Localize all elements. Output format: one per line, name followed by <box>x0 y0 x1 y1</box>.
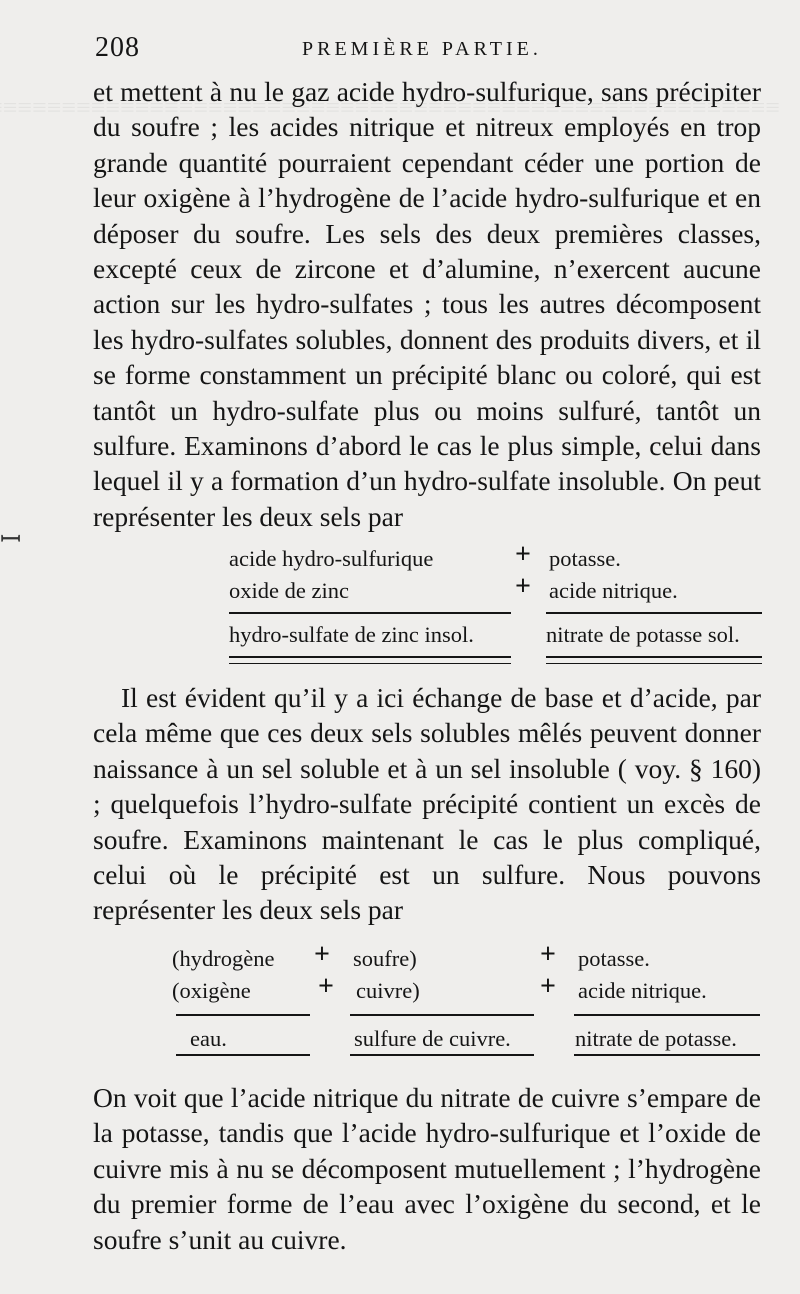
plus-sign: + <box>314 939 330 970</box>
formula2-row1-c: potasse. <box>578 946 650 971</box>
formula2-row2-c: acide nitrique. <box>578 978 707 1003</box>
running-head: PREMIÈRE PARTIE. <box>302 38 542 60</box>
formula2-rule-c-top <box>574 1014 760 1016</box>
formula2-rule-a-top <box>176 1014 310 1016</box>
page-header <box>95 32 755 72</box>
formula2-result-b: sulfure de cuivre. <box>354 1026 511 1051</box>
formula1-row2-right: acide nitrique. <box>549 578 678 603</box>
paragraph-1: et mettent à nu le gaz acide hydro-sulfurique, sans précipiter du soufre ; les acides nitrique et nitreux employés en trop grande quantité pourraient cependant céder une portion de leur oxigène à l’hydrogène de l’acide hydro-sulfurique et en déposer du soufre. Les sels des deux premières classes, excepté ceux de zircone et d’alumine, n’exercent aucune action sur les hydro-sulfates ; tous les autres décomposent les hydro-sulfates solubles, donnent des produits divers, et il se forme constamment un précipité blanc ou coloré, qui est tantôt un hydro-sulfate plus ou moins sulfuré, tantôt un sulfure. Examinons d’abord le cas le plus simple, celui dans lequel il y a formation d’un hydro-sulfate insoluble. On peut représenter les deux sels par <box>93 76 761 532</box>
formula1-rule-right-bottom <box>546 663 762 664</box>
formula1-result-right: nitrate de potasse sol. <box>546 622 740 647</box>
formula1-row1-right: potasse. <box>549 546 621 571</box>
plus-sign: + <box>318 971 334 1002</box>
page-number: 208 <box>95 32 140 63</box>
formula2-rule-a-bottom <box>176 1054 310 1056</box>
formula1-rule-left-top <box>229 612 511 614</box>
formula1-result-left: hydro-sulfate de zinc insol. <box>229 622 474 647</box>
formula1-rule-right-top <box>546 612 762 614</box>
formula2-row2-a: (oxigène <box>172 978 251 1003</box>
formula2-result-a: eau. <box>190 1026 227 1051</box>
paragraph-2: Il est évident qu’il y a ici échange de base et d’acide, par cela même que ces deux sels solubles mêlés peuvent donner naissance à un sel soluble et à un sel insoluble ( voy. § 160) ; quelquefois l’hydro-sulfate précipité contient un excès de soufre. Examinons maintenant le cas le plus compliqué, celui où le précipité est un sulfure. Nous pouvons représenter les deux sels par <box>93 682 761 926</box>
formula2-rule-c-bottom <box>574 1054 760 1056</box>
formula1-rule-right-mid <box>546 656 762 658</box>
formula2-rule-b-top <box>350 1014 534 1016</box>
formula1-row2-left: oxide de zinc <box>229 578 349 603</box>
plus-sign: + <box>540 939 556 970</box>
plus-sign: + <box>515 539 531 570</box>
formula1-rule-left-mid <box>229 656 511 658</box>
plus-sign: + <box>515 571 531 602</box>
formula2-rule-b-bottom <box>350 1054 534 1056</box>
formula2-result-c: nitrate de potasse. <box>575 1026 737 1051</box>
formula2-row2-b: cuivre) <box>356 978 420 1003</box>
formula2-row1-b: soufre) <box>353 946 417 971</box>
formula1-row1-left: acide hydro-sulfurique <box>229 546 434 571</box>
plus-sign: + <box>540 971 556 1002</box>
formula1-rule-left-bottom <box>229 663 511 664</box>
margin-ink-mark: ꟷ <box>0 525 22 554</box>
paragraph-3: On voit que l’acide nitrique du nitrate de cuivre s’empare de la potasse, tandis que l’acide hydro-sulfurique et l’oxide de cuivre mis à nu se décomposent mutuellement ; l’hydrogène du premier forme de l’eau avec l’oxigène du second, et le soufre s’unit au cuivre. <box>93 1082 761 1255</box>
formula2-row1-a: (hydrogène <box>172 946 275 971</box>
